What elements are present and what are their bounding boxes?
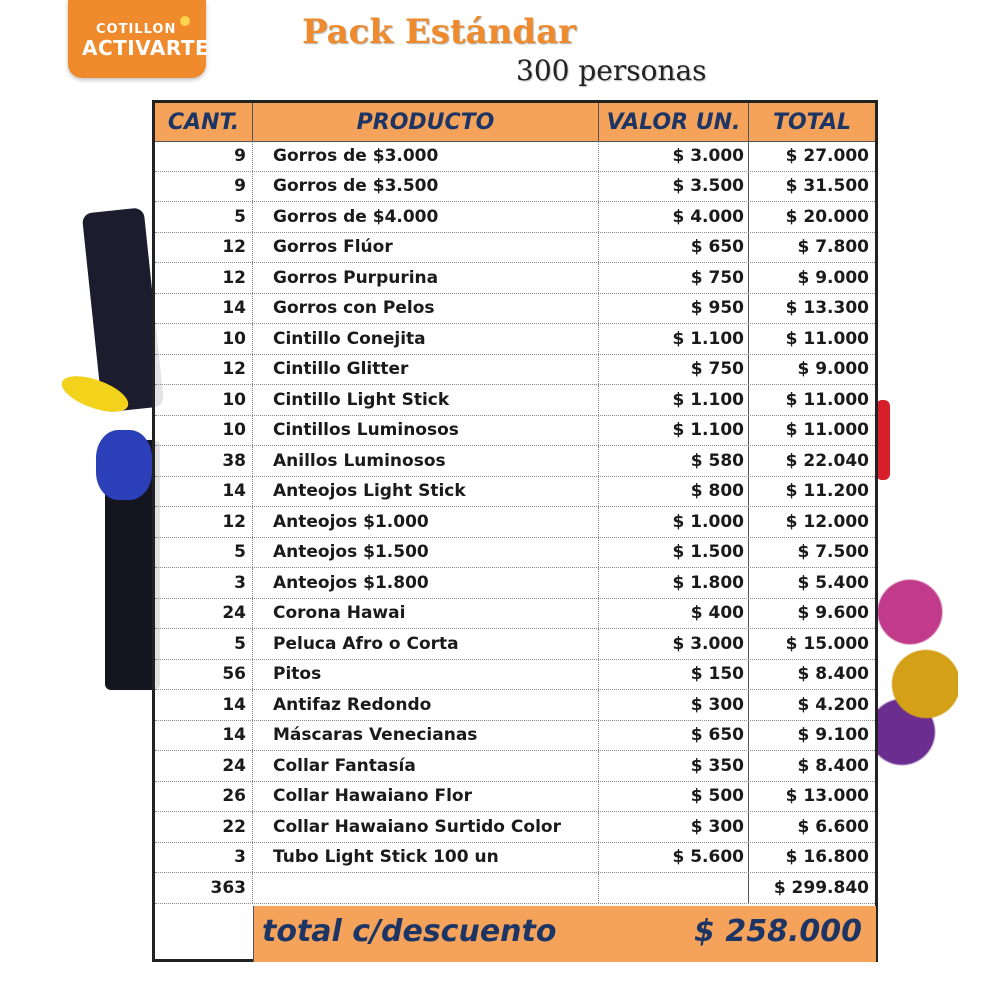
row-qty: 38 <box>155 446 253 476</box>
table-row <box>155 782 875 813</box>
row-total: $ 9.000 <box>797 359 869 380</box>
row-unit-value: $ 1.500 <box>599 538 749 568</box>
row-total: $ 11.000 <box>785 389 869 410</box>
row-qty: 14 <box>155 690 253 720</box>
table-row <box>155 660 875 691</box>
page-title: Pack Estándar <box>302 12 577 52</box>
table-row <box>155 294 875 325</box>
row-total: $ 6.600 <box>797 816 869 837</box>
row-qty: 14 <box>155 721 253 751</box>
row-total: $ 15.000 <box>785 633 869 654</box>
row-total: $ 22.040 <box>785 450 869 471</box>
table-row <box>155 538 875 569</box>
table-row <box>155 172 875 203</box>
row-qty: 26 <box>155 782 253 812</box>
row-unit-value: $ 1.800 <box>599 568 749 598</box>
row-product: Gorros de $3.000 <box>253 141 599 171</box>
price-table <box>152 100 878 962</box>
row-product: Tubo Light Stick 100 un <box>253 843 599 873</box>
row-product: Anteojos Light Stick <box>253 477 599 507</box>
row-product: Collar Fantasía <box>253 751 599 781</box>
table-row <box>155 843 875 874</box>
row-qty: 5 <box>155 629 253 659</box>
header-qty: CANT. <box>155 103 253 141</box>
row-total: $ 11.200 <box>785 481 869 502</box>
row-qty: 3 <box>155 568 253 598</box>
row-product: Gorros Flúor <box>253 233 599 263</box>
summary-product <box>253 873 599 903</box>
row-product: Gorros de $4.000 <box>253 202 599 232</box>
row-unit-value: $ 800 <box>599 477 749 507</box>
sun-icon <box>180 16 190 26</box>
row-qty: 9 <box>155 172 253 202</box>
logo-text-bottom: ACTIVARTE <box>82 36 210 60</box>
table-row <box>155 507 875 538</box>
row-qty: 12 <box>155 233 253 263</box>
row-total: $ 13.000 <box>785 786 869 807</box>
header-total: TOTAL <box>772 109 852 135</box>
summary-total: $ 299.840 <box>773 877 869 898</box>
table-row <box>155 233 875 264</box>
table-header <box>155 103 875 142</box>
row-qty: 12 <box>155 355 253 385</box>
table-row <box>155 263 875 294</box>
row-unit-value: $ 650 <box>599 233 749 263</box>
discount-value: $ 258.000 <box>694 914 862 949</box>
row-product: Cintillos Luminosos <box>253 416 599 446</box>
row-total: $ 7.800 <box>797 237 869 258</box>
row-total: $ 16.800 <box>785 847 869 868</box>
table-row <box>155 446 875 477</box>
row-qty: 56 <box>155 660 253 690</box>
page-subtitle: 300 personas <box>516 54 707 87</box>
row-unit-value: $ 350 <box>599 751 749 781</box>
row-qty: 24 <box>155 599 253 629</box>
row-product: Cintillo Glitter <box>253 355 599 385</box>
row-qty: 12 <box>155 507 253 537</box>
row-qty: 3 <box>155 843 253 873</box>
row-unit-value: $ 950 <box>599 294 749 324</box>
summary-unit <box>599 873 749 903</box>
brand-logo <box>68 0 210 78</box>
table-row <box>155 629 875 660</box>
row-unit-value: $ 1.000 <box>599 507 749 537</box>
table-row <box>155 416 875 447</box>
row-unit-value: $ 5.600 <box>599 843 749 873</box>
row-product: Antifaz Redondo <box>253 690 599 720</box>
row-total: $ 4.200 <box>797 694 869 715</box>
row-product: Cintillo Light Stick <box>253 385 599 415</box>
row-qty: 14 <box>155 294 253 324</box>
row-qty: 22 <box>155 812 253 842</box>
row-qty: 10 <box>155 324 253 354</box>
row-unit-value: $ 4.000 <box>599 202 749 232</box>
row-total: $ 11.000 <box>785 328 869 349</box>
row-unit-value: $ 400 <box>599 599 749 629</box>
row-product: Corona Hawai <box>253 599 599 629</box>
row-unit-value: $ 3.500 <box>599 172 749 202</box>
row-unit-value: $ 500 <box>599 782 749 812</box>
row-product: Collar Hawaiano Surtido Color <box>253 812 599 842</box>
summary-row <box>155 873 875 904</box>
row-total: $ 11.000 <box>785 420 869 441</box>
row-unit-value: $ 300 <box>599 812 749 842</box>
discount-total-bar <box>253 906 876 962</box>
table-row <box>155 751 875 782</box>
row-qty: 9 <box>155 141 253 171</box>
row-qty: 10 <box>155 385 253 415</box>
row-unit-value: $ 1.100 <box>599 324 749 354</box>
row-product: Peluca Afro o Corta <box>253 629 599 659</box>
row-unit-value: $ 300 <box>599 690 749 720</box>
row-unit-value: $ 1.100 <box>599 416 749 446</box>
row-total: $ 9.000 <box>797 267 869 288</box>
row-unit-value: $ 580 <box>599 446 749 476</box>
row-product: Máscaras Venecianas <box>253 721 599 751</box>
row-product: Gorros con Pelos <box>253 294 599 324</box>
row-unit-value: $ 750 <box>599 263 749 293</box>
row-unit-value: $ 750 <box>599 355 749 385</box>
header-unit-value: VALOR UN. <box>599 103 749 141</box>
table-row <box>155 477 875 508</box>
table-row <box>155 355 875 386</box>
red-ribbon-image <box>876 400 890 480</box>
table-row <box>155 202 875 233</box>
row-unit-value: $ 3.000 <box>599 141 749 171</box>
table-row <box>155 599 875 630</box>
blue-mask-image <box>96 430 152 500</box>
row-total: $ 31.500 <box>785 176 869 197</box>
row-product: Anteojos $1.500 <box>253 538 599 568</box>
row-qty: 12 <box>155 263 253 293</box>
row-total: $ 8.400 <box>797 664 869 685</box>
table-row <box>155 141 875 172</box>
row-qty: 5 <box>155 202 253 232</box>
row-total: $ 8.400 <box>797 755 869 776</box>
row-product: Anteojos $1.000 <box>253 507 599 537</box>
row-unit-value: $ 150 <box>599 660 749 690</box>
row-total: $ 9.100 <box>797 725 869 746</box>
row-product: Anillos Luminosos <box>253 446 599 476</box>
tinsel-garland-image <box>878 540 958 780</box>
row-product: Gorros de $3.500 <box>253 172 599 202</box>
row-product: Gorros Purpurina <box>253 263 599 293</box>
row-qty: 24 <box>155 751 253 781</box>
row-total: $ 5.400 <box>797 572 869 593</box>
table-row <box>155 568 875 599</box>
logo-text-top: COTILLON <box>96 22 177 37</box>
row-qty: 5 <box>155 538 253 568</box>
row-product: Collar Hawaiano Flor <box>253 782 599 812</box>
row-qty: 14 <box>155 477 253 507</box>
table-row <box>155 812 875 843</box>
row-total: $ 12.000 <box>785 511 869 532</box>
table-row <box>155 324 875 355</box>
row-total: $ 27.000 <box>785 145 869 166</box>
row-total: $ 20.000 <box>785 206 869 227</box>
row-total: $ 7.500 <box>797 542 869 563</box>
row-unit-value: $ 1.100 <box>599 385 749 415</box>
table-row <box>155 690 875 721</box>
row-product: Anteojos $1.800 <box>253 568 599 598</box>
summary-qty: 363 <box>155 873 253 903</box>
table-row <box>155 385 875 416</box>
header-product: PRODUCTO <box>253 103 599 141</box>
discount-label: total c/descuento <box>262 914 557 949</box>
table-row <box>155 721 875 752</box>
row-unit-value: $ 650 <box>599 721 749 751</box>
row-total: $ 13.300 <box>785 298 869 319</box>
row-qty: 10 <box>155 416 253 446</box>
row-total: $ 9.600 <box>797 603 869 624</box>
row-product: Pitos <box>253 660 599 690</box>
row-unit-value: $ 3.000 <box>599 629 749 659</box>
row-product: Cintillo Conejita <box>253 324 599 354</box>
